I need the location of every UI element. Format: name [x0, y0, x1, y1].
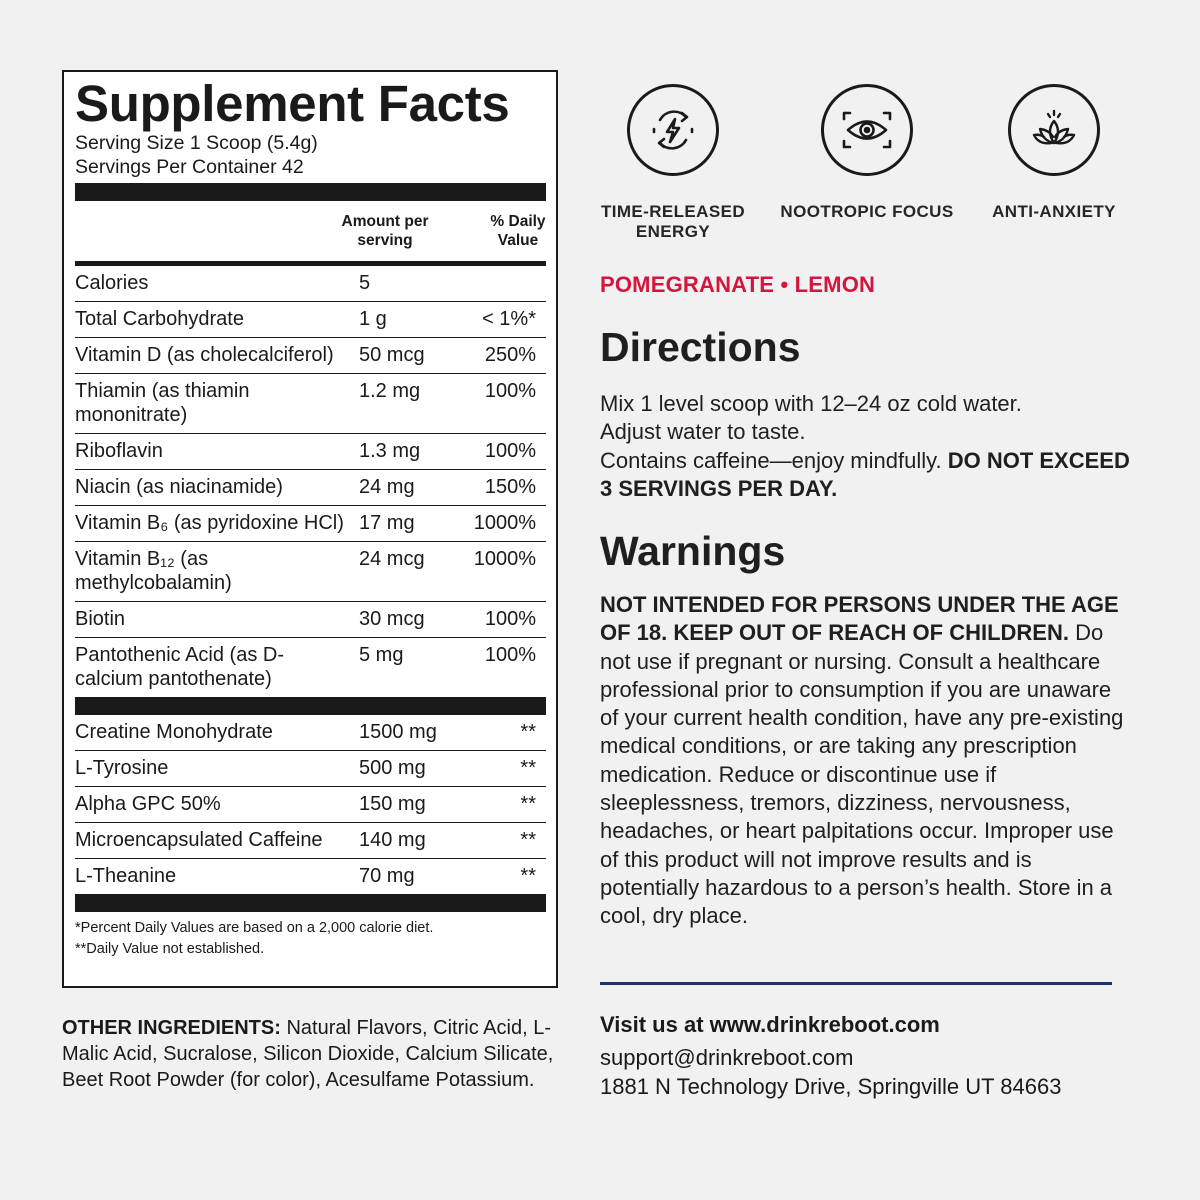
nutrient-amount: 5 mg — [359, 644, 404, 666]
nutrient-name: Pantothenic Acid (as D-calcium pantothenate) — [75, 644, 284, 690]
bottom-divider — [75, 894, 546, 912]
feature-anti-anxiety — [959, 84, 1149, 222]
facts-row — [75, 715, 546, 751]
facts-row — [75, 338, 546, 374]
feature-icons — [596, 84, 1136, 254]
nutrient-amount: 1.2 mg — [359, 380, 421, 402]
nutrient-amount: 70 mg — [359, 865, 415, 887]
nutrient-amount: 1500 mg — [359, 721, 437, 743]
ingredient-rows — [75, 715, 546, 894]
facts-row — [75, 302, 546, 338]
directions-text — [600, 390, 1140, 503]
warnings-bold: NOT INTENDED FOR PERSONS UNDER THE AGE OF 18. KEEP OUT OF REACH OF CHILDREN. — [600, 592, 1119, 646]
facts-row — [75, 602, 546, 638]
feature-label: NOOTROPIC FOCUS — [780, 202, 954, 221]
warnings-text — [600, 591, 1130, 931]
flavor-label: POMEGRANATE • LEMON — [600, 272, 876, 297]
warnings-body: Do not use if pregnant or nursing. Consult a healthcare professional prior to consumption if you are unaware of your current health condition, have any pre-existing medical conditions, or are taking any prescription medication. Reduce or discontinue use if sleeplessness, tremors, dizziness, nervousness, headaches, or heart palpitations occur. Improper use of this product will not improve results and is potentially hazardous to a person’s health. Store in a cool, dry place. — [600, 620, 1124, 929]
energy-icon — [627, 84, 719, 176]
feature-energy — [578, 84, 768, 242]
nutrient-amount: 1 g — [359, 308, 387, 330]
nutrient-daily-value: ** — [520, 865, 536, 887]
footnotes — [75, 918, 546, 960]
directions-limit: DO NOT EXCEED 3 SERVINGS PER DAY. — [600, 447, 1130, 501]
nutrient-name: Total Carbohydrate — [75, 308, 244, 330]
nutrient-daily-value: 100% — [484, 608, 536, 630]
nutrient-daily-value: 1000% — [473, 548, 536, 570]
website-line: Visit us at www.drinkreboot.com — [600, 1012, 940, 1037]
amount-header: Amount per serving — [341, 213, 429, 249]
feature-label: TIME-RELEASED ENERGY — [600, 202, 746, 241]
nutrient-amount: 140 mg — [359, 829, 426, 851]
nutrient-name: L-Tyrosine — [75, 757, 169, 779]
facts-row — [75, 266, 546, 302]
nutrient-amount: 150 mg — [359, 793, 426, 815]
nutrient-amount: 500 mg — [359, 757, 426, 779]
facts-title: Supplement Facts — [75, 75, 510, 132]
facts-row — [75, 859, 546, 894]
other-ingredients-label: OTHER INGREDIENTS: — [62, 1017, 281, 1039]
support-email: support@drinkreboot.com — [600, 1045, 854, 1070]
nutrient-amount: 17 mg — [359, 512, 415, 534]
nutrient-daily-value: ** — [520, 829, 536, 851]
nutrient-daily-value: 100% — [484, 440, 536, 462]
nutrient-name: Microencapsulated Caffeine — [75, 829, 323, 851]
nutrient-name: Biotin — [75, 608, 126, 630]
nutrient-name: Vitamin D (as cholecalciferol) — [75, 344, 334, 366]
nutrient-daily-value: 100% — [484, 380, 536, 402]
supplement-facts-panel — [62, 70, 558, 988]
nutrient-daily-value: ** — [520, 757, 536, 779]
nutrient-name: L-Theanine — [75, 865, 177, 887]
nutrient-daily-value: ** — [520, 793, 536, 815]
directions-line: Mix 1 level scoop with 12–24 oz cold water. — [600, 391, 1022, 416]
nutrient-amount: 1.3 mg — [359, 440, 421, 462]
nutrient-name: Vitamin B₆ (as pyridoxine HCl) — [75, 512, 344, 534]
section-divider — [75, 697, 546, 715]
divider-line — [600, 982, 1112, 985]
lotus-icon — [1008, 84, 1100, 176]
nutrient-daily-value: ** — [520, 721, 536, 743]
directions-caffeine: Contains caffeine—enjoy mindfully. — [600, 447, 948, 473]
nutrient-rows — [75, 266, 546, 697]
nutrient-daily-value: 1000% — [473, 512, 536, 534]
nutrient-amount: 24 mcg — [359, 548, 425, 570]
facts-row — [75, 374, 546, 434]
contact-info — [600, 1044, 1061, 1101]
eye-icon — [821, 84, 913, 176]
nutrient-name: Niacin (as niacinamide) — [75, 476, 283, 498]
nutrient-amount: 30 mcg — [359, 608, 425, 630]
daily-value-header: % Daily Value — [490, 213, 546, 249]
facts-row — [75, 787, 546, 823]
directions-line — [600, 447, 1140, 504]
feature-focus — [772, 84, 962, 222]
nutrient-amount: 50 mcg — [359, 344, 425, 366]
nutrient-name: Thiamin (as thiamin mononitrate) — [75, 380, 250, 426]
servings-per-container: Servings Per Container 42 — [75, 156, 304, 178]
thick-divider — [75, 183, 546, 201]
footnote-dv: *Percent Daily Values are based on a 2,000 calorie diet. — [75, 920, 434, 936]
nutrient-amount: 5 — [359, 272, 371, 294]
nutrient-name: Riboflavin — [75, 440, 163, 462]
serving-size: Serving Size 1 Scoop (5.4g) — [75, 132, 318, 154]
facts-row — [75, 434, 546, 470]
nutrient-daily-value: 250% — [484, 344, 536, 366]
footnote-not-established: **Daily Value not established. — [75, 941, 265, 957]
nutrient-daily-value: < 1%* — [482, 308, 536, 330]
nutrient-daily-value: 100% — [484, 644, 536, 666]
facts-row — [75, 823, 546, 859]
facts-row — [75, 470, 546, 506]
nutrient-amount: 24 mg — [359, 476, 415, 498]
feature-label: ANTI-ANXIETY — [992, 202, 1116, 221]
nutrient-name: Alpha GPC 50% — [75, 793, 221, 815]
nutrient-name: Calories — [75, 272, 149, 294]
nutrient-name: Creatine Monohydrate — [75, 721, 273, 743]
nutrient-name: Vitamin B₁₂ (as methylcobalamin) — [75, 548, 232, 594]
facts-row — [75, 542, 546, 602]
other-ingredients — [62, 1015, 562, 1093]
other-ingredients-text: Natural Flavors, Citric Acid, L-Malic Acid, Sucralose, Silicon Dioxide, Calcium Silicate, Beet Root Powder (for color), Acesulfame Potassium. — [62, 1017, 554, 1091]
nutrient-daily-value: 150% — [484, 476, 536, 498]
directions-heading: Directions — [600, 324, 801, 370]
column-headers — [75, 201, 546, 261]
facts-row — [75, 751, 546, 787]
facts-row — [75, 638, 546, 697]
directions-line: Adjust water to taste. — [600, 419, 806, 445]
address: 1881 N Technology Drive, Springville UT 84663 — [600, 1073, 1062, 1099]
facts-row — [75, 506, 546, 542]
warnings-heading: Warnings — [600, 528, 786, 574]
